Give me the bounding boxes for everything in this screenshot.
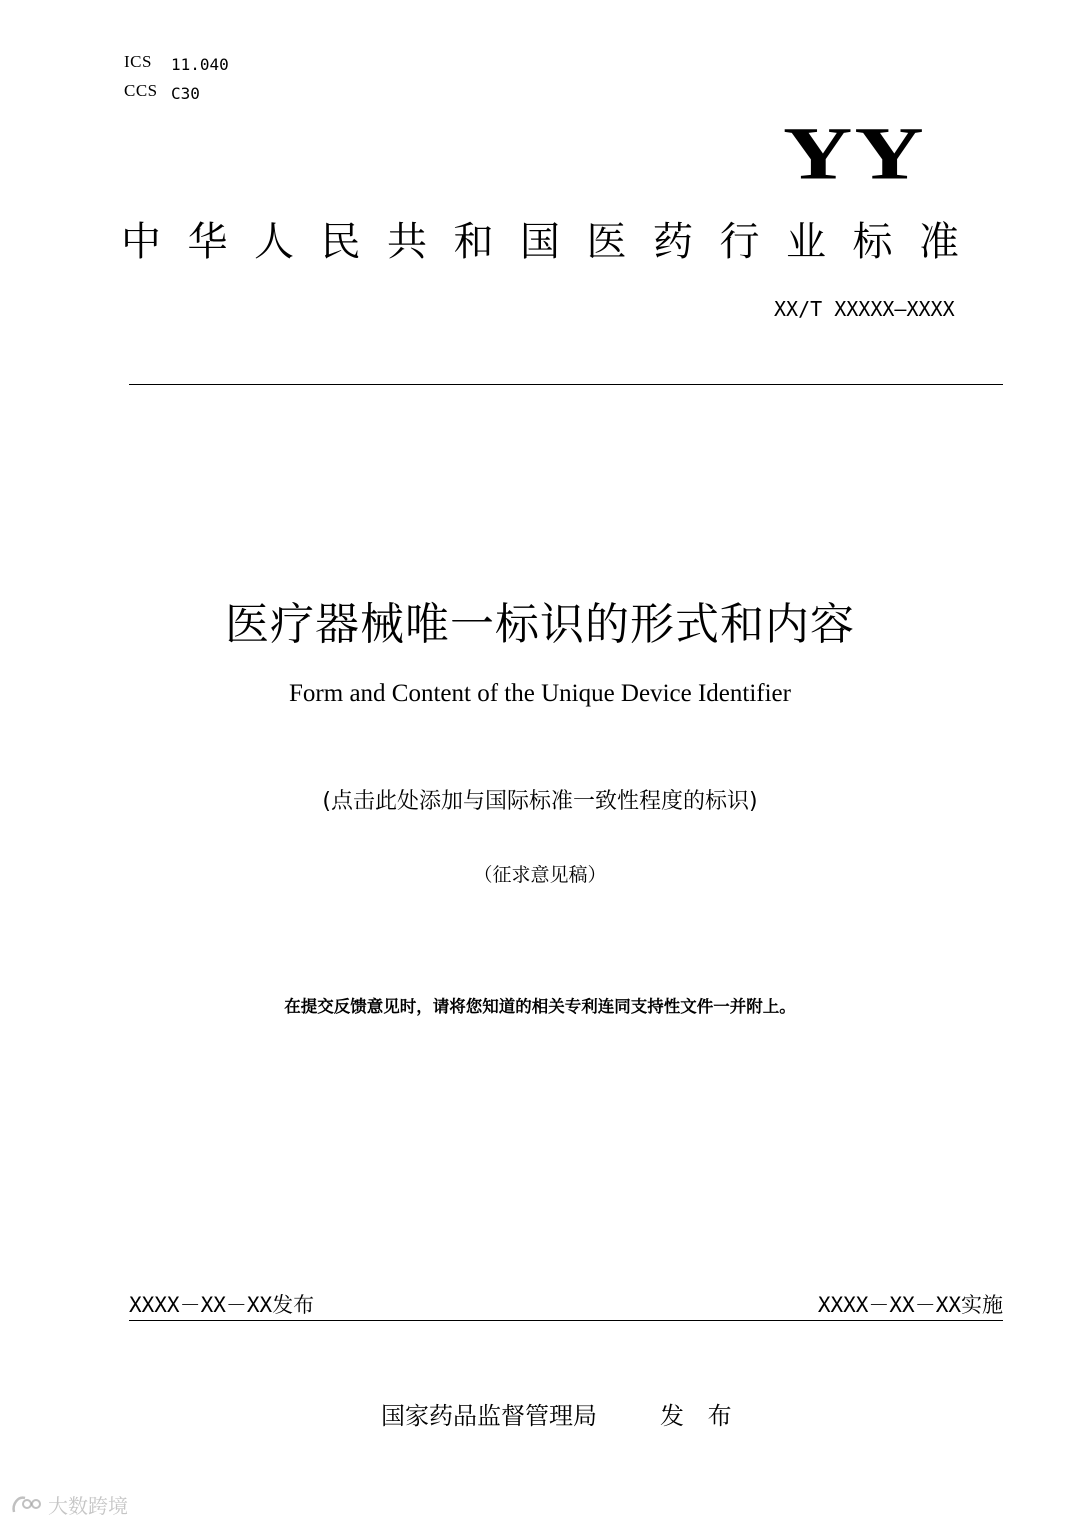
publish-date-line (129, 1289, 314, 1319)
watermark (10, 1490, 128, 1519)
yy-standard-logo: YY (783, 111, 926, 195)
implement-date: XXXX－XX－XX (817, 1293, 961, 1317)
standard-number: XX/T XXXXX—XXXX (774, 297, 955, 321)
ics-value: 11.040 (171, 55, 229, 74)
ics-label: ICS (124, 52, 152, 71)
standard-category-title: 中华人民共和国医药行业标准 (121, 219, 986, 265)
publish-label: 发布 (272, 1293, 315, 1317)
header-divider (129, 384, 1003, 385)
document-title-cn: 医疗器械唯一标识的形式和内容 (225, 599, 855, 650)
consistency-note[interactable]: (点击此处添加与国际标准一致性程度的标识) (322, 789, 758, 814)
ccs-label: CCS (124, 81, 158, 100)
patent-notice: 在提交反馈意见时，请将您知道的相关专利连同支持性文件一并附上。 (284, 997, 796, 1016)
implement-date-line (818, 1289, 1003, 1319)
implement-label: 实施 (961, 1293, 1003, 1317)
footer-divider (129, 1320, 1003, 1321)
publish-date: XXXX－XX－XX (129, 1293, 273, 1317)
watermark-text: 大数跨境 (48, 1494, 128, 1518)
watermark-logo-icon (10, 1492, 44, 1518)
issue-label: 发 布 (660, 1402, 740, 1430)
draft-status: （征求意见稿） (473, 864, 607, 886)
document-title-en: Form and Content of the Unique Device Identifier (289, 680, 791, 707)
ccs-value: C30 (171, 84, 200, 103)
issuing-authority: 国家药品监督管理局 (381, 1402, 597, 1430)
